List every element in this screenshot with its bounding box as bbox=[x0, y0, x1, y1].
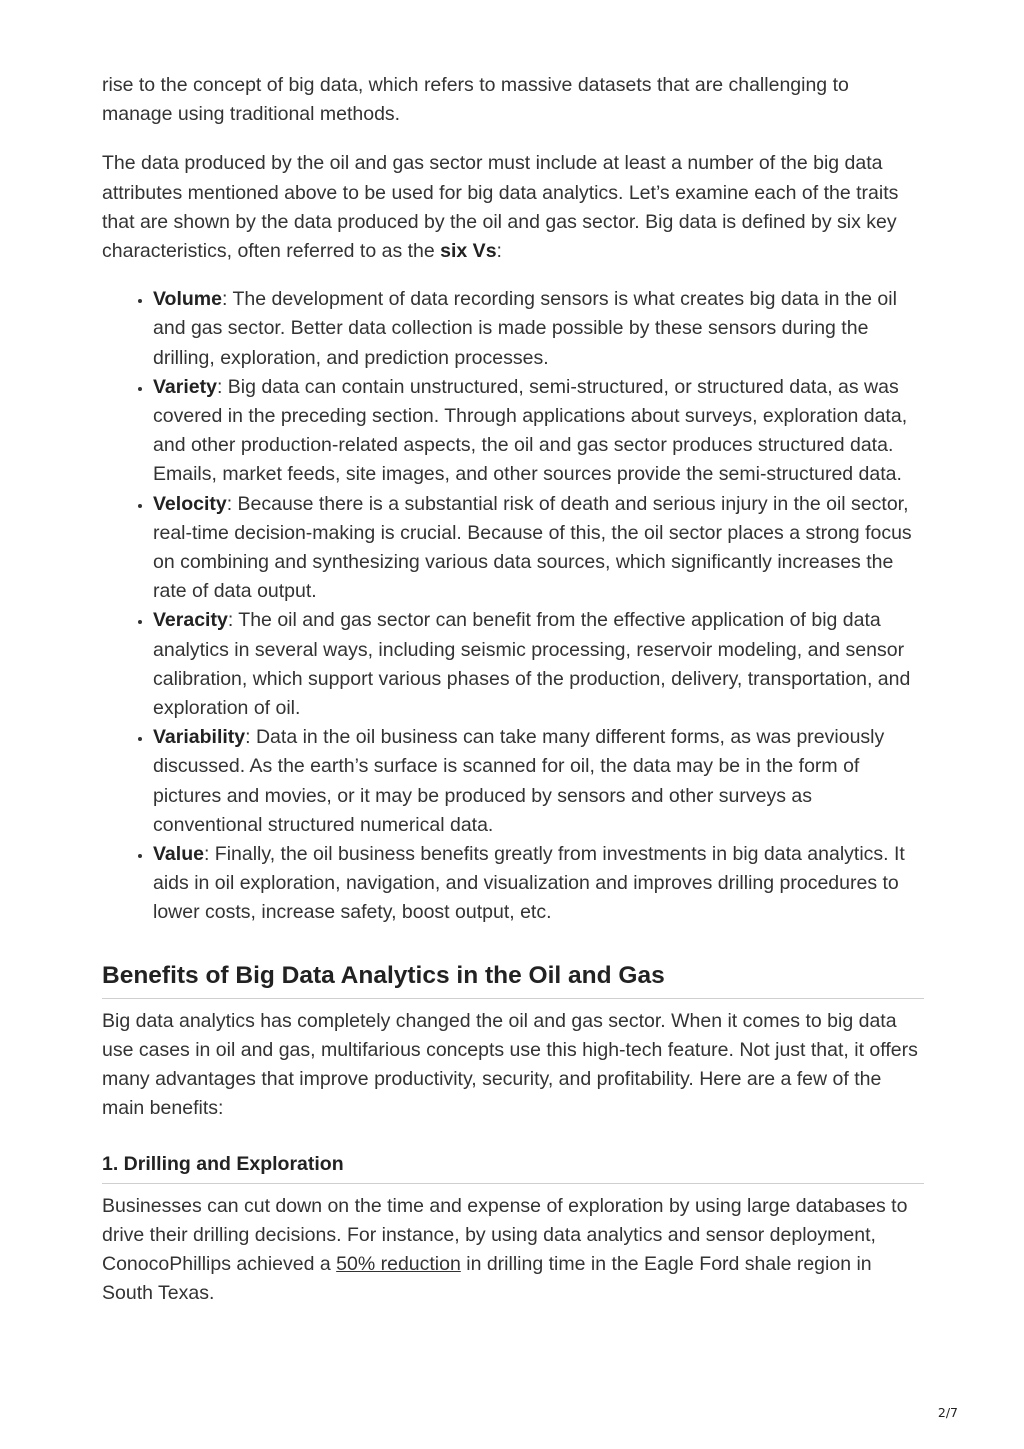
page-number: 2/7 bbox=[937, 1405, 958, 1420]
list-item-veracity bbox=[153, 606, 924, 723]
list-item-value bbox=[153, 840, 924, 928]
list-item-term: Volume bbox=[153, 288, 222, 311]
drilling-paragraph bbox=[102, 1192, 924, 1309]
list-item-description: : Data in the oil business can take many different forms, as was previously discussed. As the earth’s surface is scanned for oil, the data may be in the form of pictures and movies, or it may be produced by sensors and other surveys as conventional structured numerical data. bbox=[153, 726, 885, 836]
drilling-text: Businesses can cut down on the time and expense of exploration by using large databases to drive their drilling decisions. For instance, by using data analytics and sensor deployment, ConocoPhillips achieved a bbox=[102, 1194, 908, 1275]
list-item-variety bbox=[153, 373, 924, 490]
benefits-heading: Benefits of Big Data Analytics in the Oil and Gas bbox=[102, 946, 924, 999]
list-item-term: Value bbox=[153, 843, 204, 866]
traits-paragraph bbox=[102, 149, 924, 266]
traits-text: The data produced by the oil and gas sector must include at least a number of the big data attributes mentioned above to be used for big data analytics. Let’s examine each of the traits that are shown by the data produced by the oil and gas sector. Big data is defined by six key characteristics, often referred to as the bbox=[102, 152, 899, 263]
list-item-term: Variety bbox=[153, 375, 217, 398]
list-item-description: : The development of data recording sensors is what creates big data in the oil and gas sector. Better data collection is made possible by these sensors during the drilling, exploration, and prediction processes. bbox=[153, 288, 897, 369]
fifty-percent-reduction-link[interactable]: 50% reduction bbox=[336, 1252, 461, 1275]
benefits-paragraph: Big data analytics has completely changed the oil and gas sector. When it comes to big data use cases in oil and gas, multifarious concepts use this high-tech feature. Not just that, it offers many advantages that improve productivity, security, and profitability. Here are a few of the main benefits: bbox=[102, 1009, 918, 1120]
list-item-description: : Because there is a substantial risk of death and serious injury in the oil sector, real-time decision-making is crucial. Because of this, the oil sector places a strong focus on combining and synthesizing various data sources, which significantly increases the rate of data output. bbox=[153, 492, 912, 603]
list-item-description: : The oil and gas sector can benefit from the effective application of big data analytics in several ways, including seismic processing, reservoir modeling, and sensor calibration, which support various phases of the production, delivery, transportation, and exploration of oil. bbox=[153, 609, 911, 720]
list-item-variability bbox=[153, 723, 924, 840]
list-item-term: Variability bbox=[153, 726, 246, 749]
six-vs-bold: six Vs bbox=[440, 240, 497, 263]
list-item-description: : Finally, the oil business benefits greatly from investments in big data analytics. It aids in oil exploration, navigation, and visualization and improves drilling procedures to lower costs, increase safety, boost output, etc. bbox=[153, 843, 905, 924]
traits-colon: : bbox=[496, 240, 502, 263]
list-item-volume bbox=[153, 285, 924, 373]
six-vs-list bbox=[102, 285, 924, 927]
list-item-description: : Big data can contain unstructured, semi-structured, or structured data, as was covered in the preceding section. Through applications about surveys, exploration data, and other production-related aspects, the oil and gas sector produces structured data. Emails, market feeds, site images, and other sources provide the semi-structured data. bbox=[153, 375, 908, 486]
list-item-term: Velocity bbox=[153, 492, 227, 515]
list-item-term: Veracity bbox=[153, 609, 228, 632]
document-page bbox=[102, 71, 924, 1308]
drilling-heading: 1. Drilling and Exploration bbox=[102, 1148, 924, 1184]
list-item-velocity bbox=[153, 490, 924, 607]
drilling-text-end: in drilling time in the Eagle Ford shale region in South Texas. bbox=[102, 1252, 872, 1305]
intro-paragraph: rise to the concept of big data, which refers to massive datasets that are challenging to manage using traditional methods. bbox=[102, 74, 849, 126]
